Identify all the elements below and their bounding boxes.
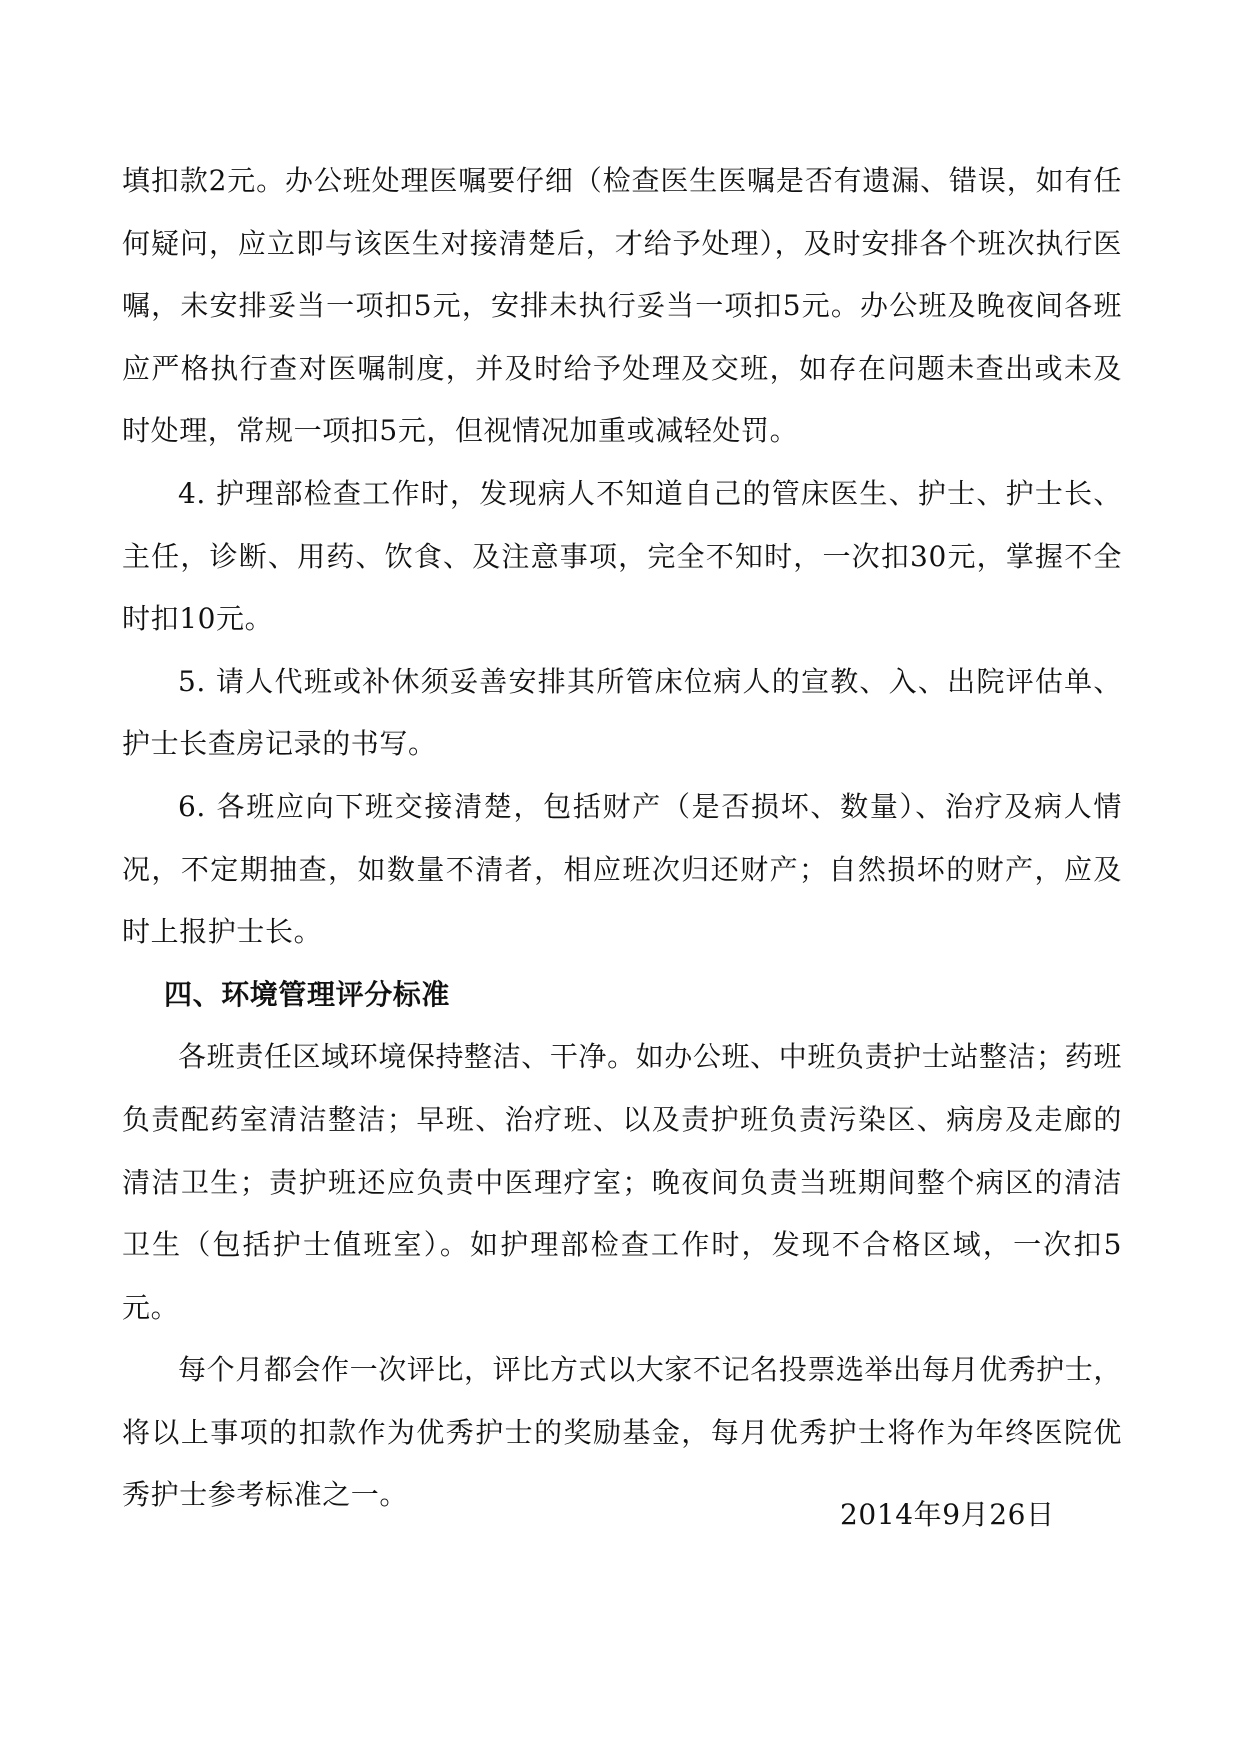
- paragraph-item-4: 4. 护理部检查工作时，发现病人不知道自己的管床医生、护士、护士长、主任，诊断、用药、饮食、及注意事项，完全不知时，一次扣30元，掌握不全时扣10元。: [122, 476, 1122, 636]
- section-heading: 四、环境管理评分标准: [164, 977, 451, 1011]
- paragraph-evaluation: 每个月都会作一次评比，评比方式以大家不记名投票选举出每月优秀护士，将以上事项的扣款作为优秀护士的奖励基金，每月优秀护士将作为年终医院优秀护士参考标准之一。: [122, 1353, 1122, 1512]
- document-body: [122, 150, 1122, 1527]
- paragraph-item-6: 6. 各班应向下班交接清楚，包括财产（是否损坏、数量）、治疗及病人情况，不定期抽查，如数量不清者，相应班次归还财产；自然损坏的财产，应及时上报护士长。: [122, 789, 1122, 949]
- document-date: 2014年9月26日: [840, 1498, 1055, 1531]
- paragraph-continued: 填扣款2元。办公班处理医嘱要仔细（检查医生医嘱是否有遗漏、错误，如有任何疑问，应立即与该医生对接清楚后，才给予处理），及时安排各个班次执行医嘱，未安排妥当一项扣5元，安排未执行妥当一项扣5元。办公班及晚夜间各班应严格执行查对医嘱制度，并及时给予处理及交班，如存在问题未查出或未及时处理，常规一项扣5元，但视情况加重或减轻处罚。: [122, 164, 1122, 448]
- paragraph-item-5: 5. 请人代班或补休须妥善安排其所管床位病人的宣教、入、出院评估单、护士长查房记录的书写。: [122, 664, 1122, 761]
- paragraph-environment: 各班责任区域环境保持整洁、干净。如办公班、中班负责护士站整洁；药班负责配药室清洁整洁；早班、治疗班、以及责护班负责污染区、病房及走廊的清洁卫生；责护班还应负责中医理疗室；晚夜间负责当班期间整个病区的清洁卫生（包括护士值班室）。如护理部检查工作时，发现不合格区域，一次扣5元。: [122, 1040, 1122, 1324]
